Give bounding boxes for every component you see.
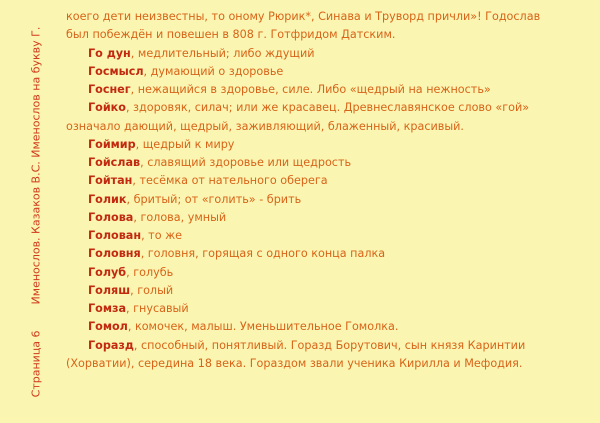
dictionary-entry: [66, 45, 588, 63]
entry-definition: , то же: [141, 229, 183, 242]
dictionary-entry: [66, 191, 588, 209]
entry-term: Голик: [88, 192, 127, 206]
entry-definition: , думающий о здоровье: [143, 64, 284, 78]
entry-definition: , тесёмка от нательного оберега: [132, 174, 328, 188]
dictionary-entry: [66, 99, 588, 117]
entry-term: Голяш: [88, 283, 131, 297]
text-line: [66, 118, 588, 136]
entry-term: Гоймир: [88, 137, 136, 151]
dictionary-entry: [66, 318, 588, 336]
entry-definition: , комочек, малыш. Уменьшительное Гомолка.: [127, 320, 399, 334]
dictionary-entry: [66, 300, 588, 318]
book-title: Именослов. Казаков В.С. Именослов на букву Г.: [29, 26, 43, 305]
entry-definition: , бритый; от «голить» - брить: [126, 192, 302, 206]
entry-term: Госмысл: [88, 64, 144, 78]
page-number-label: Страница 6: [29, 330, 43, 398]
entry-term: Голова: [88, 210, 134, 224]
entry-definition: , способный, понятливый. Горазд Борутович, сын князя Каринтии: [133, 338, 526, 352]
line-text: коего дети неизвестны, то оному Рюрик*, Синава и Трувoрд причли»! Годослав: [66, 10, 541, 23]
entry-term: Голован: [88, 229, 142, 242]
entry-definition: , славящий здоровье или щедрость: [140, 156, 352, 169]
entry-term: Горазд: [88, 338, 134, 352]
entry-term: Гомза: [88, 302, 127, 315]
entry-definition: , здоровяк, силач; или же красавец. Древнеславянское слово «гой»: [125, 101, 530, 115]
entry-definition: , голубь: [126, 265, 174, 279]
entry-definition: , медлительный; либо ждущий: [130, 46, 315, 60]
dictionary-entry: [66, 282, 588, 300]
entry-term: Гомол: [88, 320, 128, 334]
dictionary-entry: [66, 245, 588, 263]
text-line: [66, 8, 588, 26]
entry-term: Гойко: [88, 101, 126, 115]
dictionary-entry: [66, 63, 588, 81]
text-line: [66, 26, 588, 44]
dictionary-text: [66, 8, 588, 373]
entry-definition: , голова, умный: [133, 210, 227, 224]
dictionary-entry: [66, 172, 588, 190]
vertical-sidebar: [30, 27, 43, 398]
dictionary-entry: [66, 154, 588, 172]
dictionary-entry: [66, 209, 588, 227]
text-line: [66, 355, 588, 373]
entry-term: Голуб: [88, 265, 127, 279]
dictionary-entry: [66, 337, 588, 355]
dictionary-entry: [66, 81, 588, 99]
line-text: был побеждён и повешен в 808 г. Готфридом Датским.: [66, 28, 396, 42]
entry-definition: , головня, горящая с одного конца палка: [140, 247, 386, 261]
dictionary-entry: [66, 227, 588, 245]
entry-term: Го дун: [88, 46, 131, 60]
line-text: (Хорватии), середина 18 века. Гораздом звали ученика Кирилла и Мефодия.: [66, 356, 523, 370]
entry-term: Гойтан: [88, 174, 133, 188]
entry-definition: , гнусавый: [126, 302, 189, 315]
entry-term: Гoснег: [88, 83, 131, 96]
entry-definition: , голый: [130, 283, 174, 297]
dictionary-entry: [66, 136, 588, 154]
entry-definition: , нежащийся в здоровье, силе. Либо «щедрый на нежность»: [130, 83, 491, 96]
line-text: означало дающий, щедрый, заживляющий, блаженный, красивый.: [66, 119, 464, 133]
entry-term: Гойслав: [88, 156, 141, 169]
entry-term: Головня: [88, 247, 141, 261]
dictionary-entry: [66, 264, 588, 282]
entry-definition: , щедрый к миру: [135, 137, 235, 151]
